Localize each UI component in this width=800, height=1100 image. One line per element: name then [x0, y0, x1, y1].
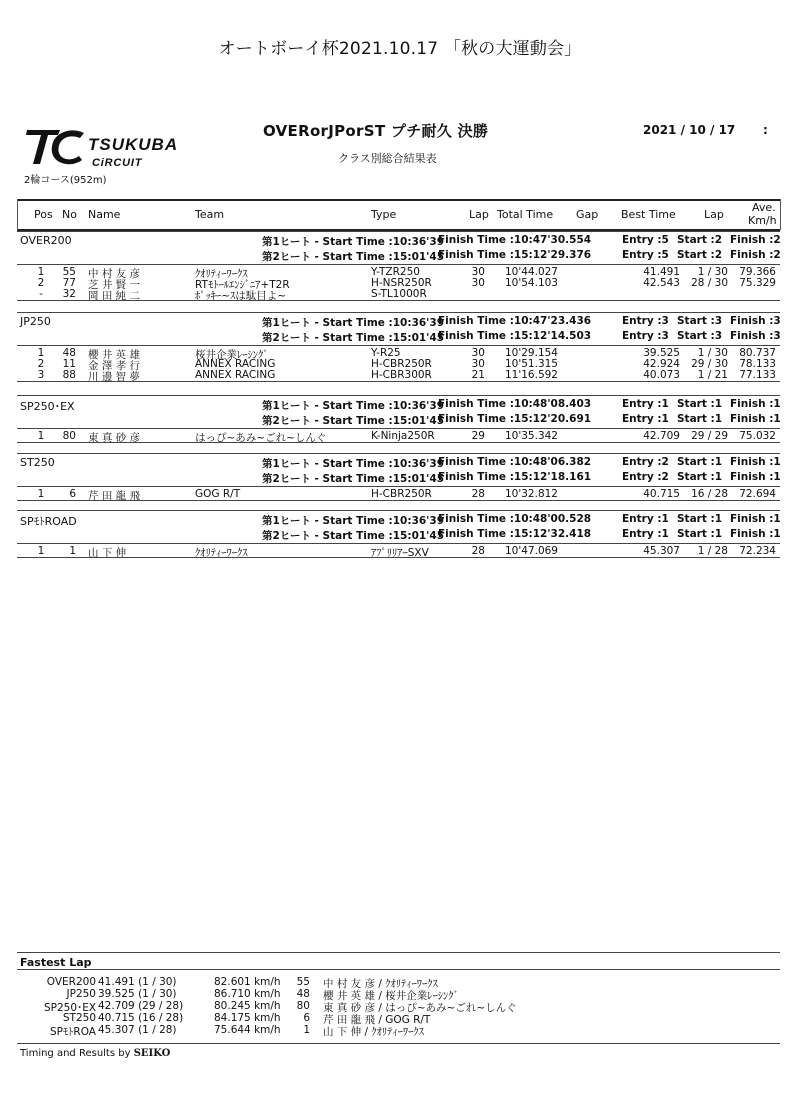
class-top-border — [17, 312, 780, 313]
result-row — [0, 430, 800, 442]
result-row — [0, 369, 800, 381]
row-type: Y-TZR250 — [371, 266, 420, 278]
heat-finish-time: Finish Time :10:47'23.436 — [438, 315, 592, 327]
heat-finish-time: Finish Time :15:12'32.418 — [438, 528, 592, 540]
row-best-time: 40.073 — [643, 369, 680, 381]
heat-start-count: Start :1 — [677, 528, 723, 540]
row-pos: 1 — [37, 266, 45, 278]
class-name: SP250･EX — [20, 400, 75, 413]
row-pos: 1 — [37, 347, 45, 359]
heat-entry: Entry :1 — [622, 513, 669, 525]
heat-entry: Entry :1 — [622, 413, 669, 425]
row-type: ｱﾌﾟﾘﾘｱｰSXV — [371, 547, 429, 559]
class-bottom-border — [17, 500, 780, 501]
footer — [20, 1048, 170, 1059]
col-total-time: Total Time — [497, 208, 554, 221]
row-best-lap: 29 / 30 — [691, 358, 728, 370]
row-no: 1 — [69, 545, 76, 557]
fl-driver: 東 真 砂 彦 / はっぴ~あみ~ごれ~しんぐ — [323, 1002, 517, 1014]
fastest-lap-row — [0, 976, 800, 988]
row-type: H-CBR250R — [371, 358, 432, 370]
heat-start-time: 第1ヒート - Start Time :10:36'39 — [262, 400, 445, 412]
heat-entry: Entry :5 — [622, 249, 669, 261]
heat-start-count: Start :2 — [677, 249, 723, 261]
row-pos: 2 — [37, 358, 45, 370]
fastest-lap-row — [0, 1000, 800, 1012]
race-date-suffix: : — [763, 123, 768, 137]
row-best-time: 40.715 — [643, 488, 680, 500]
row-ave-speed: 72.234 — [739, 545, 776, 557]
row-team: ANNEX RACING — [195, 369, 276, 381]
heat-finish-count: Finish :1 — [730, 513, 781, 525]
row-name: 櫻 井 英 雄 — [88, 349, 141, 361]
row-total-time: 10'44.027 — [505, 266, 558, 278]
row-best-time: 42.709 — [643, 430, 680, 442]
row-ave-speed: 75.329 — [739, 277, 776, 289]
heat-finish-count: Finish :1 — [730, 456, 781, 468]
class-bottom-border — [17, 300, 780, 301]
row-ave-speed: 75.032 — [739, 430, 776, 442]
row-best-time: 42.543 — [643, 277, 680, 289]
row-best-time: 42.924 — [643, 358, 680, 370]
class-rows-border — [17, 264, 780, 265]
row-best-time: 41.491 — [643, 266, 680, 278]
row-lap: 30 — [471, 266, 485, 278]
heat-start-time: 第2ヒート - Start Time :15:01'45 — [262, 251, 445, 263]
race-date: 2021 / 10 / 17 — [643, 123, 736, 137]
heat-entry: Entry :5 — [622, 234, 669, 246]
class-name: ST250 — [20, 456, 55, 469]
row-ave-speed: 78.133 — [739, 358, 776, 370]
row-total-time: 10'32.812 — [505, 488, 558, 500]
heat-entry: Entry :1 — [622, 528, 669, 540]
col-ave-bottom: Km/h — [748, 214, 777, 227]
col-best-time: Best Time — [621, 208, 676, 221]
row-best-lap: 1 / 30 — [697, 347, 728, 359]
row-team: GOG R/T — [195, 488, 241, 500]
row-best-lap: 1 / 21 — [697, 369, 728, 381]
row-best-lap: 1 / 30 — [697, 266, 728, 278]
class-rows-border — [17, 486, 780, 487]
col-ave-top: Ave. — [752, 201, 776, 214]
row-pos: 1 — [37, 430, 45, 442]
row-no: 77 — [62, 277, 76, 289]
tsukuba-circuit-logo — [22, 124, 222, 174]
class-top-border — [17, 453, 780, 454]
row-lap: 30 — [471, 358, 485, 370]
fastest-lap-bottom-border — [17, 1043, 780, 1044]
fastest-lap-title: Fastest Lap — [20, 956, 92, 969]
class-rows-border — [17, 345, 780, 346]
fl-speed: 84.175 km/h — [214, 1012, 281, 1024]
result-row — [0, 288, 800, 300]
course-name: 2輪コース(952m) — [24, 175, 107, 186]
row-team: ｸｵﾘﾃｨｰﾜｰｸｽ — [195, 547, 248, 559]
class-name: SPﾓﾄROAD — [20, 515, 77, 528]
heat-finish-count: Finish :1 — [730, 528, 781, 540]
col-lap: Lap — [469, 208, 489, 221]
row-best-lap: 29 / 29 — [691, 430, 728, 442]
race-title: OVERorJPorST プチ耐久 決勝 — [263, 122, 489, 140]
heat-start-count: Start :1 — [677, 413, 723, 425]
row-no: 32 — [62, 288, 76, 300]
heat-start-time: 第1ヒート - Start Time :10:36'39 — [262, 317, 445, 329]
row-pos: 2 — [37, 277, 45, 289]
heat-entry: Entry :2 — [622, 456, 669, 468]
heat-start-count: Start :1 — [677, 513, 723, 525]
row-type: H-CBR250R — [371, 488, 432, 500]
class-bottom-border — [17, 381, 780, 382]
heat-finish-time: Finish Time :10:48'06.382 — [438, 456, 592, 468]
fl-time: 41.491 (1 / 30) — [98, 976, 177, 988]
heat-finish-time: Finish Time :15:12'29.376 — [438, 249, 592, 261]
fl-class: SPﾓﾄROA — [49, 1026, 96, 1038]
col-gap: Gap — [576, 208, 599, 221]
row-pos: 1 — [37, 488, 45, 500]
heat-finish-time: Finish Time :10:48'00.528 — [438, 513, 592, 525]
row-no: 88 — [62, 369, 76, 381]
result-row — [0, 545, 800, 557]
fl-speed: 82.601 km/h — [214, 976, 281, 988]
row-lap: 28 — [471, 488, 485, 500]
col-type: Type — [371, 208, 397, 221]
class-top-border — [17, 510, 780, 511]
class-rows-border — [17, 428, 780, 429]
row-name: 山 下 伸 — [88, 547, 127, 559]
page-title: オートボーイ杯2021.10.17 「秋の大運動会」 — [218, 39, 582, 59]
heat-start-count: Start :3 — [677, 315, 723, 327]
heat-start-time: 第2ヒート - Start Time :15:01'45 — [262, 473, 445, 485]
row-team: ﾎﾟｯｷｰ~ｽは駄目よ~ — [195, 290, 287, 302]
row-name: 金 澤 孝 行 — [88, 360, 141, 372]
row-pos: 1 — [37, 545, 45, 557]
heat-finish-time: Finish Time :15:12'14.503 — [438, 330, 592, 342]
fl-time: 40.715 (16 / 28) — [98, 1012, 184, 1024]
row-type: K-Ninja250R — [371, 430, 435, 442]
heat-entry: Entry :1 — [622, 398, 669, 410]
heat-finish-count: Finish :1 — [730, 413, 781, 425]
fastest-lap-title-border — [17, 969, 780, 970]
row-best-lap: 1 / 28 — [697, 545, 728, 557]
heat-start-time: 第2ヒート - Start Time :15:01'45 — [262, 530, 445, 542]
heat-start-count: Start :1 — [677, 456, 723, 468]
heat-finish-count: Finish :1 — [730, 471, 781, 483]
heat-start-time: 第2ヒート - Start Time :15:01'45 — [262, 332, 445, 344]
heat-finish-time: Finish Time :15:12'18.161 — [438, 471, 592, 483]
fl-time: 39.525 (1 / 30) — [98, 988, 177, 1000]
row-best-lap: 16 / 28 — [691, 488, 728, 500]
heat-entry: Entry :2 — [622, 471, 669, 483]
fl-driver: 山 下 伸 / ｸｵﾘﾃｨｰﾜｰｸｽ — [323, 1026, 424, 1038]
col-name: Name — [88, 208, 121, 221]
fastest-lap-top-border — [17, 952, 780, 953]
row-lap: 30 — [471, 277, 485, 289]
class-name: OVER200 — [20, 234, 72, 247]
heat-finish-time: Finish Time :15:12'20.691 — [438, 413, 592, 425]
class-top-border — [17, 395, 780, 396]
heat-finish-count: Finish :2 — [730, 234, 781, 246]
heat-finish-count: Finish :2 — [730, 249, 781, 261]
row-no: 6 — [69, 488, 76, 500]
row-ave-speed: 77.133 — [739, 369, 776, 381]
fl-time: 42.709 (29 / 28) — [98, 1000, 184, 1012]
row-team: RTﾓﾄｰﾙｴﾝｼﾞﾆｱ+T2R — [195, 279, 290, 291]
heat-start-count: Start :2 — [677, 234, 723, 246]
col-no: No — [62, 208, 77, 221]
row-ave-speed: 80.737 — [739, 347, 776, 359]
class-rows-border — [17, 543, 780, 544]
fastest-lap-row — [0, 988, 800, 1000]
row-no: 48 — [62, 347, 76, 359]
fl-no: 55 — [296, 976, 310, 988]
fl-no: 80 — [296, 1000, 310, 1012]
row-name: 川 邊 智 夢 — [88, 371, 141, 383]
row-no: 11 — [62, 358, 76, 370]
footer-text: Timing and Results by — [20, 1048, 131, 1059]
fl-speed: 86.710 km/h — [214, 988, 281, 1000]
fl-driver: 中 村 友 彦 / ｸｵﾘﾃｨｰﾜｰｸｽ — [323, 978, 438, 990]
row-team: はっぴ~あみ~ごれ~しんぐ — [195, 432, 327, 444]
seiko-logo: SEIKO — [133, 1048, 171, 1059]
heat-finish-count: Finish :3 — [730, 315, 781, 327]
row-type: Y-R25 — [371, 347, 401, 359]
row-best-time: 45.307 — [643, 545, 680, 557]
heat-start-time: 第1ヒート - Start Time :10:36'39 — [262, 458, 445, 470]
row-total-time: 10'47.069 — [505, 545, 558, 557]
row-name: 岡 田 純 二 — [88, 290, 141, 302]
row-name: 中 村 友 彦 — [88, 268, 141, 280]
row-name: 芝 井 賢 一 — [88, 279, 141, 291]
row-lap: 21 — [471, 369, 485, 381]
row-no: 55 — [62, 266, 76, 278]
result-row — [0, 488, 800, 500]
row-total-time: 10'35.342 — [505, 430, 558, 442]
row-lap: 28 — [471, 545, 485, 557]
fl-class: JP250 — [66, 988, 96, 1000]
row-pos: - — [39, 288, 43, 300]
class-bottom-border — [17, 442, 780, 443]
row-type: H-NSR250R — [371, 277, 432, 289]
fl-speed: 75.644 km/h — [214, 1024, 281, 1036]
row-best-time: 39.525 — [643, 347, 680, 359]
row-pos: 3 — [37, 369, 45, 381]
fl-no: 1 — [303, 1024, 310, 1036]
column-headers — [0, 199, 800, 229]
heat-finish-count: Finish :3 — [730, 330, 781, 342]
heat-start-count: Start :1 — [677, 471, 723, 483]
col-team: Team — [195, 208, 225, 221]
svg-text:CiRCUIT: CiRCUIT — [92, 157, 143, 169]
heat-finish-count: Finish :1 — [730, 398, 781, 410]
row-lap: 29 — [471, 430, 485, 442]
svg-text:TSUKUBA: TSUKUBA — [88, 135, 179, 154]
row-total-time: 10'51.315 — [505, 358, 558, 370]
row-type: H-CBR300R — [371, 369, 432, 381]
class-bottom-border — [17, 557, 780, 558]
fl-driver: 芹 田 龍 飛 / GOG R/T — [323, 1014, 431, 1026]
class-name: JP250 — [20, 315, 51, 328]
race-subtitle: クラス別総合結果表 — [338, 152, 437, 165]
fl-class: ST250 — [62, 1012, 96, 1024]
heat-finish-time: Finish Time :10:47'30.554 — [438, 234, 592, 246]
fastest-lap-row — [0, 1024, 800, 1036]
row-no: 80 — [62, 430, 76, 442]
row-total-time: 10'29.154 — [505, 347, 558, 359]
fl-speed: 80.245 km/h — [214, 1000, 281, 1012]
fl-no: 48 — [296, 988, 310, 1000]
row-lap: 30 — [471, 347, 485, 359]
fl-class: SP250･EX — [44, 1002, 97, 1014]
fl-class: OVER200 — [46, 976, 96, 988]
row-type: S-TL1000R — [371, 288, 427, 300]
heat-entry: Entry :3 — [622, 315, 669, 327]
row-best-lap: 28 / 30 — [691, 277, 728, 289]
heat-entry: Entry :3 — [622, 330, 669, 342]
fl-driver: 櫻 井 英 雄 / 桜井企業ﾚｰｼﾝｸﾞ — [323, 990, 459, 1002]
col-best-lap: Lap — [704, 208, 724, 221]
row-ave-speed: 72.694 — [739, 488, 776, 500]
fl-time: 45.307 (1 / 28) — [98, 1024, 177, 1036]
heat-start-time: 第1ヒート - Start Time :10:36'39 — [262, 515, 445, 527]
row-total-time: 10'54.103 — [505, 277, 558, 289]
class-top-border — [17, 231, 780, 232]
col-pos: Pos — [34, 208, 53, 221]
row-team: ANNEX RACING — [195, 358, 276, 370]
heat-start-time: 第1ヒート - Start Time :10:36'39 — [262, 236, 445, 248]
row-total-time: 11'16.592 — [505, 369, 558, 381]
fl-no: 6 — [303, 1012, 310, 1024]
fastest-lap-row — [0, 1012, 800, 1024]
row-team: 桜井企業ﾚｰｼﾝｸﾞ — [195, 349, 269, 361]
heat-start-time: 第2ヒート - Start Time :15:01'45 — [262, 415, 445, 427]
row-ave-speed: 79.366 — [739, 266, 776, 278]
row-name: 芹 田 龍 飛 — [88, 490, 141, 502]
heat-start-count: Start :3 — [677, 330, 723, 342]
row-name: 東 真 砂 彦 — [88, 432, 141, 444]
row-team: ｸｵﾘﾃｨｰﾜｰｸｽ — [195, 268, 248, 280]
heat-finish-time: Finish Time :10:48'08.403 — [438, 398, 592, 410]
heat-start-count: Start :1 — [677, 398, 723, 410]
